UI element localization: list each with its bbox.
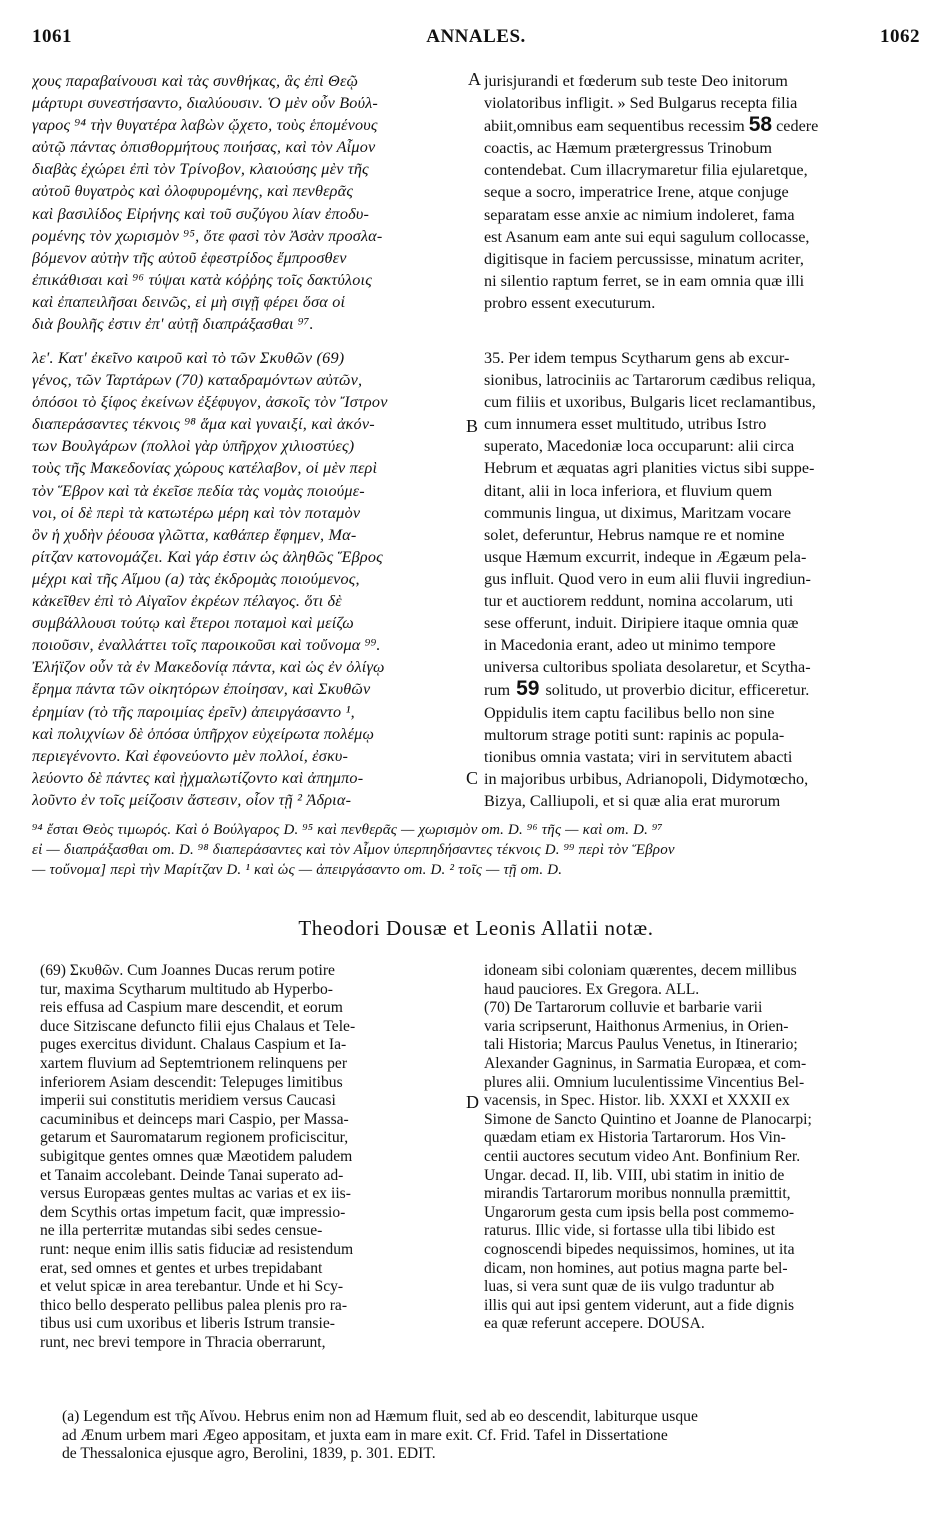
latin-block2-line: tionibus omnia vastata; viri in servitutem abacti (484, 747, 793, 766)
greek-block2-line: τοὺς τῆς Μακεδονίας χώρους κατέλαβον, οἱ μὲν περὶ (32, 459, 378, 478)
margin-letter-a: A (468, 69, 481, 89)
latin-line-text: abiit,omnibus eam sequentibus recessim (484, 117, 745, 136)
notes-left-line: versus Europæas gentes multas ac varias et ex iis- (40, 1185, 351, 1203)
notes-left-line: duce Sitziscane defuncto filii ejus Chalaus et Tele- (40, 1017, 356, 1035)
greek-block1-line: καὶ ἐπαπειλῆσαι δεινῶς, εἰ μὴ σιγῇ φέρει ὅσα οἱ (32, 292, 346, 311)
notes-right-line: ea quæ referunt accepere. DOUSA. (484, 1315, 705, 1333)
notes-left-line: cacuminibus et deinceps mari Caspio, per Massa- (40, 1110, 349, 1128)
bottom-note-line: (a) Legendum est τῆς Αἴνου. Hebrus enim non ad Hæmum fluit, sed ab eo descendit, labiturque usque (62, 1408, 698, 1425)
greek-block2-line: μέχρι καὶ τῆς Αἵμου (a) τὰς ἐκδρομὰς ποιούμενος, (32, 569, 360, 588)
notes-right-line: luas, si vera sunt quæ de iis vulgo traduntur ab (484, 1278, 775, 1296)
latin-block2-line (484, 678, 920, 701)
latin-block1-line: jurisjurandi et fœderum sub teste Deo initorum (484, 72, 788, 90)
latin-block2-line: tur et auctiorem reddunt, nomina accolarum, uti (484, 592, 794, 611)
latin-block2-line: superato, Macedoniæ loca occuparunt: alii circa (484, 437, 795, 456)
greek-block2-line: κἀκεῖθεν ἐπὶ τὸ Αἰγαῖον ἐκρέων πέλαγος. ὅτι δὲ (32, 592, 342, 611)
variants-line: εἰ — διαπράξασθαι om. D. ⁹⁸ διαπεράσαντες καὶ τὸν Αἶμον ὑπερπηδήσαντες τέκνοις D. ⁹⁹ περὶ τὸν Ἕβρον (32, 842, 675, 858)
latin-line-text: rum (484, 681, 511, 700)
latin-block2-line: sese offerunt, induit. Diripiere itaque omnia quæ (484, 614, 799, 633)
notes-left-column (40, 962, 460, 1352)
notes-left-line: erat, sed omnes et gentes et urbes trepidabant (40, 1259, 323, 1277)
greek-block2-line: τὸν Ἕβρον καὶ τὰ ἐκεῖσε πεδία τὰς νομὰς ποιούμε- (32, 481, 365, 500)
greek-block2-line: νοι, οἱ δὲ περὶ τὰ κατωτέρω μέρη καὶ τὸν ποταμὸν (32, 503, 361, 522)
latin-block1-line: seque a socro, imperatrice Irene, atque conjuge (484, 183, 789, 202)
greek-block2-line: συμβάλλουσι τούτῳ καὶ ἕτεροι ποταμοὶ καὶ μείζω (32, 614, 354, 633)
greek-block2-line: των Βουλγάρων (πολλοὶ γὰρ ὑπῆρχον χιλιοστύες) (32, 437, 355, 456)
greek-block2-line: ποιοῦσιν, ἐναλλάττει τοῖς παροικοῦσι καὶ τοὔνομα ⁹⁹. (32, 636, 381, 655)
latin-block2-line: usque Hæmum excurrit, indeque in Ægæum pela- (484, 547, 807, 566)
page-number-left: 1061 (32, 26, 72, 47)
latin-block2-line: universa cultoribus spoliata desolaretur, et Scytha- (484, 658, 811, 677)
greek-block2-line: ἐρημίαν (τὸ τῆς παροιμίας ἐρεῖν) ἀπειργάσαντο ¹, (32, 702, 355, 721)
notes-left-line: tur, maxima Scytharum multitudo ab Hyperbo- (40, 980, 333, 998)
notes-left-line: inferiorem Asiam descendit: Telepuges limitibus (40, 1073, 343, 1091)
notes-right-line: idoneam sibi coloniam quærentes, decem millibus (484, 962, 797, 979)
bottom-note-line: de Thessalonica ejusque agro, Berolini, 1839, p. 301. EDIT. (62, 1445, 436, 1463)
variant-readings (32, 820, 922, 880)
latin-block1-line: coactis, ac Hæmum prætergressus Trinobum (484, 139, 772, 158)
greek-block2-line: ρίτζαν κατονομάζει. Καὶ γάρ ἐστιν ὡς ἀληθῶς Ἕβρος (32, 547, 383, 566)
latin-text-block-1 (484, 70, 920, 314)
greek-block2-line: ἔρημα πάντα τῶν οἰκητόρων ἐποίησαν, καὶ Σκυθῶν (32, 680, 371, 699)
greek-block1-line: αὐτοῦ θυγατρὸς καὶ ὀλοφυρομένης, καὶ πενθερᾶς (32, 182, 354, 201)
notes-right-line: (70) De Tartarorum colluvie et barbarie varii (484, 999, 763, 1017)
margin-letter-d: D (466, 1092, 479, 1112)
greek-block2-line: Ἐλήϊζον οὖν τὰ ἐν Μακεδονίᾳ πάντα, καὶ ὡς ἐν ὀλίγῳ (32, 658, 385, 677)
page-number-right: 1062 (880, 26, 920, 47)
greek-block1-line: διὰ βουλῆς ἐστιν ἐπ' αὐτῇ διαπράξασθαι ⁹⁷. (32, 315, 314, 334)
latin-block2-line: communis lingua, ut diximus, Maritzam vocare (484, 503, 792, 522)
latin-block2-line: multorum strage potiti sunt: rapinis ac popula- (484, 725, 785, 744)
latin-block2-line: Hebrum et æquatas agri planities victus sibi suppe- (484, 459, 815, 478)
greek-block2-line: λε'. Κατ' ἐκεῖνο καιροῦ καὶ τὸ τῶν Σκυθῶν (69) (32, 349, 345, 367)
greek-text-block-1 (32, 70, 464, 335)
greek-block2-line: ὁπόσοι τὸ ξίφος ἐκείνων ἐξέφυγον, ἀσκοῖς τὸν Ἴστρον (32, 393, 388, 412)
latin-block2-line: sionibus, latrociniis ac Tartarorum cædibus reliqua, (484, 371, 816, 390)
latin-block2-line: Oppidulis item captu facilibus bello non sine (484, 703, 775, 722)
latin-block2-line: ditant, alii in loca inferiora, et fluvium quem (484, 481, 773, 500)
notes-left-line: dem Scythis ortas impetum facit, quæ impressio- (40, 1203, 346, 1221)
notes-right-line: dicam, non homines, aut potius magna parte bel- (484, 1259, 788, 1277)
notes-right-line: illis qui aut ipsi gentem viderunt, aut a fide dignis (484, 1296, 795, 1314)
latin-block1-line: separatam esse anxie ac nimium indoleret, fama (484, 205, 795, 224)
notes-left-line: runt, nec brevi tempore in Thracia oberrarunt, (40, 1333, 326, 1351)
notes-left-line: reis effusa ad Caspium mare descendit, et eorum (40, 999, 343, 1017)
notes-right-line: plures alii. Omnium luculentissime Vincentius Bel- (484, 1073, 805, 1091)
latin-block1-line: digitisque in faciem percussisse, minatum acriter, (484, 249, 804, 268)
margin-letter-b: B (466, 416, 479, 436)
notes-right-line: quædam etiam ex Historia Tartarorum. Hos Vin- (484, 1129, 786, 1147)
notes-left-line: subigitque gentes omnes quæ Mæotidem paludem (40, 1147, 353, 1165)
bottom-note-line: ad Ænum urbem mari Ægeo appositam, et juxta eam in mare exit. Cf. Frid. Tafel in Dissertatione (62, 1426, 668, 1444)
notes-left-line: ne illa perterritæ mutandas sibi sedes censue- (40, 1222, 323, 1240)
notes-left-line: puges exercitus dividunt. Chalaus Caspium et Ia- (40, 1036, 347, 1054)
latin-block1-line: violatoribus infligit. » Sed Bulgarus recepta filia (484, 94, 798, 113)
latin-block1-line: contendebat. Cum illacrymaretur filia ejularetque, (484, 161, 808, 180)
latin-block1-line (484, 114, 920, 137)
greek-block1-line: ρομένης τὸν χωρισμὸν ⁹⁵, ὅτε φασὶ τὸν Ἀσὰν προσλα- (32, 226, 383, 245)
notes-right-line: Ungar. decad. II, lib. VIII, ubi statim in initio de (484, 1166, 785, 1184)
notes-left-line: et Tanaim accolebant. Deinde Tanai superato ad- (40, 1166, 344, 1184)
greek-block1-line: διαβὰς ἐχώρει ἐπὶ τὸν Τρίνοβον, κλαιούσης μὲν τῆς (32, 160, 369, 179)
greek-block2-line: διαπεράσαντες τέκνοις ⁹⁸ ἅμα καὶ γυναιξί, καὶ ἀκόν- (32, 415, 375, 434)
margin-letter-c: C (466, 768, 479, 788)
latin-line-end: solitudo, ut proverbio dicitur, efficeretur. (545, 681, 810, 700)
latin-block1-line: est Asanum eam ante sui equi sagulum collocasse, (484, 227, 810, 246)
greek-block2-line: λοῦντο ἐν τοῖς μείζοσιν ἄστεσιν, οἷον τῇ ² Ἀδρια- (32, 790, 352, 809)
latin-block2-line: Bizya, Calliupoli, et si quæ alia erat murorum (484, 791, 781, 810)
variants-line: ⁹⁴ ἔσται Θεὸς τιμωρός. Καὶ ὁ Βούλγαρος D. ⁹⁵ καὶ πενθερᾶς — χωρισμὸν om. D. ⁹⁶ τῆς — καὶ om. D. ⁹⁷ (32, 822, 663, 838)
latin-line-end: cedere (776, 117, 819, 136)
latin-block2-line: cum filiis et uxoribus, Bulgaris licet reclamantibus, (484, 393, 816, 412)
variants-line: — τοὔνομα] περὶ τὴν Μαρίτζαν D. ¹ καὶ ὡς — ἀπειργάσαντο om. D. ² τοῖς — τῇ om. D. (32, 862, 563, 878)
greek-block1-line: γαρος ⁹⁴ τὴν θυγατέρα λαβὼν ᾤχετο, τοὺς ἑπομένους (32, 116, 378, 135)
notes-right-line: cognoscendi bipedes nequissimos, homines, ut ita (484, 1240, 795, 1258)
notes-left-line: (69) Σκυθῶν. Cum Joannes Ducas rerum potire (40, 962, 335, 979)
column-marker-58: 58 (748, 114, 773, 137)
editor-note (62, 1408, 922, 1464)
greek-block1-line: χους παραβαίνουσι καὶ τὰς συνθήκας, ἃς ἐπὶ Θεῷ (32, 72, 359, 90)
notes-left-line: et velut spicæ in area terebantur. Unde et hi Scy- (40, 1278, 344, 1296)
greek-block2-line: ὃν ἡ χυδὴν ῥέουσα γλῶττα, καθάπερ ἔφημεν, Μα- (32, 525, 357, 544)
greek-block1-line: ἐπικάθισαι καὶ ⁹⁶ τύψαι κατὰ κόῤῥης τοῖς δακτύλοις (32, 270, 372, 289)
greek-block2-line: γένος, τῶν Ταρτάρων (70) καταδραμόντων αὐτῶν, (32, 371, 363, 390)
notes-right-line: varia scripserunt, Haithonus Armenius, in Orien- (484, 1017, 789, 1035)
latin-text-block-2 (484, 347, 920, 812)
notes-title: Theodori Dousæ et Leonis Allatii notæ. (298, 916, 654, 940)
greek-block1-line: μάρτυρι συνεστήσαντο, διαλύουσιν. Ὁ μὲν οὖν Βούλ- (32, 94, 379, 113)
latin-block2-line: in Macedonia erant, adeo ut minimo tempore (484, 636, 776, 655)
greek-text-block-2 (32, 347, 464, 811)
greek-block1-line: βόμενον αὐτὴν τῆς αὐτοῦ ἐφεστρίδος ἔμπροσθεν (32, 248, 347, 267)
notes-left-line: tibus usi cum uxoribus et liberis Istrum transie- (40, 1315, 335, 1333)
latin-block1-line: ni silentio raptum ferret, se in eam omnia quæ illi (484, 271, 805, 290)
greek-block1-line: καὶ βασιλίδος Εἰρήνης καὶ τοῦ συζύγου λίαν ἐποδυ- (32, 204, 370, 223)
latin-block2-line: gus influit. Quod vero in eum alii fluvii ingrediun- (484, 569, 811, 588)
notes-right-line: raturus. Illic vide, si fortasse ulla tibi libido est (484, 1222, 776, 1240)
notes-right-line: vacensis, in Spec. Histor. lib. XXXI et XXXII ex (484, 1092, 790, 1110)
latin-block2-line: solet, deferuntur, Hebrus namque re et nomine (484, 525, 785, 544)
greek-block2-line: περιεγένοντο. Καὶ ἐφονεύοντο μὲν πολλοί, ἐσκυ- (32, 746, 349, 765)
notes-right-line: Alexander Gagninus, in Sarmatia Europæa, et com- (484, 1054, 807, 1072)
notes-left-line: xartem fluvium ad Septemtrionem relinquens per (40, 1054, 348, 1072)
running-title: ANNALES. (426, 26, 526, 47)
notes-left-line: getarum et Sauromatarum regionem proficiscitur, (40, 1129, 349, 1147)
notes-left-line: runt: neque enim illis satis fiduciæ ad resistendum (40, 1240, 354, 1258)
notes-right-column (484, 962, 920, 1334)
notes-right-line: mirandis Tartarorum moribus nonnulla præmittit, (484, 1185, 791, 1203)
notes-right-line: Simone de Sancto Quintino et Joanne de Planocarpi; (484, 1110, 812, 1128)
notes-right-line: Ungarorum gesta cum ipsis bella post commemo- (484, 1203, 795, 1221)
latin-block2-line: in majoribus urbibus, Adrianopoli, Didymotœcho, (484, 769, 809, 788)
greek-block1-line: αὐτῷ πάντας ὀπισθορμήτους ποιήσας, καὶ τὸν Αἶμον (32, 138, 376, 157)
notes-right-line: haud pauciores. Ex Gregora. ALL. (484, 980, 700, 998)
notes-left-line: thico bello desperato pellibus palea plenis pro ra- (40, 1296, 348, 1314)
notes-left-line: imperii sui constitutis meridiem versus Caucasi (40, 1092, 336, 1110)
greek-block2-line: λεύοντο δὲ πάντες καὶ ᾐχμαλωτίζοντο καὶ ἀπημπο- (32, 768, 364, 787)
notes-right-line: tali Historia; Marcus Paulus Venetus, in Itinerario; (484, 1036, 798, 1054)
greek-block2-line: καὶ πολιχνίων δὲ ὁπόσα ὑπῆρχον εὐχείρωτα πολέμῳ (32, 724, 375, 743)
notes-right-line: centii auctores secutum video Ant. Bonfinium Rer. (484, 1147, 801, 1165)
column-marker-59: 59 (516, 678, 540, 701)
latin-block2-line: cum innumera esset multitudo, utribus Istro (484, 415, 767, 434)
latin-block1-line: probro essent executurum. (484, 293, 656, 312)
latin-block2-line: 35. Per idem tempus Scytharum gens ab excur- (484, 349, 790, 367)
